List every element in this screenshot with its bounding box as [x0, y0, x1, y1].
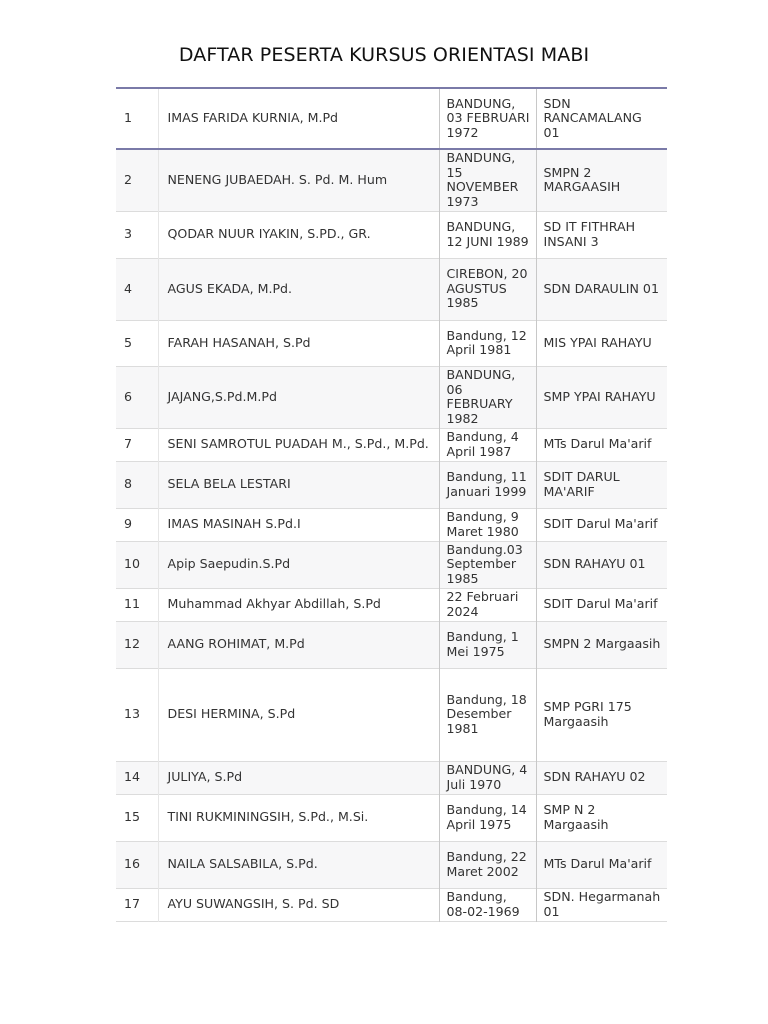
cell-birth-place-date: Bandung, 12 April 1981: [439, 320, 536, 366]
table-row: [116, 211, 667, 258]
cell-birth-place-date: BANDUNG, 12 JUNI 1989: [439, 211, 536, 258]
cell-number: 15: [124, 809, 141, 825]
table-row: [116, 461, 667, 508]
cell-birth-place-date: Bandung.03 September 1985: [439, 541, 536, 588]
cell-participant-name: IMAS FARIDA KURNIA, M.Pd: [158, 88, 439, 149]
cell-participant-name: SENI SAMROTUL PUADAH M., S.Pd., M.Pd.: [158, 428, 439, 461]
cell-institution: SDN DARAULIN 01: [536, 258, 667, 320]
cell-participant-name: JULIYA, S.Pd: [158, 761, 439, 794]
cell-participant-name: DESI HERMINA, S.Pd: [158, 668, 439, 761]
cell-participant-name: AYU SUWANGSIH, S. Pd. SD: [158, 888, 439, 921]
cell-institution: SMPN 2 MARGAASIH: [536, 149, 667, 211]
cell-participant-name: TINI RUKMININGSIH, S.Pd., M.Si.: [158, 794, 439, 841]
cell-participant-name: NAILA SALSABILA, S.Pd.: [158, 841, 439, 888]
cell-birth-place-date: CIREBON, 20 AGUSTUS 1985: [439, 258, 536, 320]
cell-number: 14: [116, 761, 158, 794]
table-row: [116, 428, 667, 461]
table-row: [116, 761, 667, 794]
cell-number: 10: [116, 541, 158, 588]
cell-birth-place-date: BANDUNG, 03 FEBRUARI 1972: [439, 88, 536, 149]
cell-institution: SMP N 2 Margaasih: [536, 794, 667, 841]
table-row: [116, 621, 667, 668]
cell-birth-place-date: Bandung, 11 Januari 1999: [439, 461, 536, 508]
cell-birth-place-date: Bandung, 18 Desember 1981: [439, 668, 536, 761]
page-title: DAFTAR PESERTA KURSUS ORIENTASI MABI: [178, 44, 590, 66]
cell-institution: SDIT Darul Ma'arif: [536, 588, 667, 621]
table-row: [116, 366, 667, 428]
cell-birth-place-date: Bandung, 14 April 1975: [439, 794, 536, 841]
cell-participant-name: Muhammad Akhyar Abdillah, S.Pd: [158, 588, 439, 621]
table-row: [116, 320, 667, 366]
table-row: [116, 794, 667, 841]
cell-number: 7: [124, 436, 133, 452]
cell-number: 17: [124, 896, 141, 912]
cell-participant-name: QODAR NUUR IYAKIN, S.PD., GR.: [158, 211, 439, 258]
cell-institution: SDN RAHAYU 02: [536, 761, 667, 794]
cell-birth-place-date: Bandung, 22 Maret 2002: [439, 841, 536, 888]
cell-institution: SMP YPAI RAHAYU: [536, 366, 667, 428]
cell-institution: MTs Darul Ma'arif: [536, 428, 667, 461]
cell-number: 16: [116, 841, 158, 888]
table-row: [116, 541, 667, 588]
participant-table-body: [116, 88, 667, 921]
cell-participant-name: FARAH HASANAH, S.Pd: [158, 320, 439, 366]
table-row: [116, 88, 667, 149]
cell-institution: MIS YPAI RAHAYU: [536, 320, 667, 366]
table-row: [116, 149, 667, 211]
cell-institution: SDN. Hegarmanah 01: [536, 888, 667, 921]
cell-number: 1: [124, 110, 133, 126]
cell-birth-place-date: BANDUNG, 15 NOVEMBER 1973: [439, 149, 536, 211]
table-row: [116, 888, 667, 921]
cell-birth-place-date: Bandung, 08-02-1969: [439, 888, 536, 921]
cell-institution: MTs Darul Ma'arif: [536, 841, 667, 888]
cell-number: 5: [124, 334, 133, 350]
cell-institution: SDIT Darul Ma'arif: [536, 508, 667, 541]
cell-number: 9: [124, 516, 133, 532]
cell-birth-place-date: Bandung, 4 April 1987: [439, 428, 536, 461]
cell-institution: SDN RAHAYU 01: [536, 541, 667, 588]
cell-birth-place-date: 22 Februari 2024: [439, 588, 536, 621]
cell-number: 13: [124, 706, 141, 722]
cell-institution: SD IT FITHRAH INSANI 3: [536, 211, 667, 258]
cell-birth-place-date: BANDUNG, 06 FEBRUARY 1982: [439, 366, 536, 428]
cell-number: 6: [116, 366, 158, 428]
cell-number: 12: [116, 621, 158, 668]
cell-participant-name: AGUS EKADA, M.Pd.: [158, 258, 439, 320]
cell-number: 11: [124, 596, 141, 612]
table-row: [116, 508, 667, 541]
participant-table: [116, 87, 667, 922]
table-row: [116, 588, 667, 621]
cell-number: 3: [124, 226, 133, 242]
cell-institution: SMP PGRI 175 Margaasih: [536, 668, 667, 761]
cell-participant-name: NENENG JUBAEDAH. S. Pd. M. Hum: [158, 149, 439, 211]
cell-participant-name: SELA BELA LESTARI: [158, 461, 439, 508]
cell-participant-name: IMAS MASINAH S.Pd.I: [158, 508, 439, 541]
cell-participant-name: AANG ROHIMAT, M.Pd: [158, 621, 439, 668]
cell-number: 8: [116, 461, 158, 508]
cell-participant-name: Apip Saepudin.S.Pd: [158, 541, 439, 588]
cell-institution: SDIT DARUL MA'ARIF: [536, 461, 667, 508]
cell-number: 2: [116, 149, 158, 211]
table-row: [116, 258, 667, 320]
table-row: [116, 841, 667, 888]
cell-birth-place-date: Bandung, 9 Maret 1980: [439, 508, 536, 541]
table-row: [116, 668, 667, 761]
cell-birth-place-date: BANDUNG, 4 Juli 1970: [439, 761, 536, 794]
cell-birth-place-date: Bandung, 1 Mei 1975: [439, 621, 536, 668]
cell-institution: SDN RANCAMALANG 01: [536, 88, 667, 149]
participant-table-container: [116, 87, 667, 922]
cell-institution: SMPN 2 Margaasih: [536, 621, 667, 668]
cell-participant-name: JAJANG,S.Pd.M.Pd: [158, 366, 439, 428]
cell-number: 4: [116, 258, 158, 320]
